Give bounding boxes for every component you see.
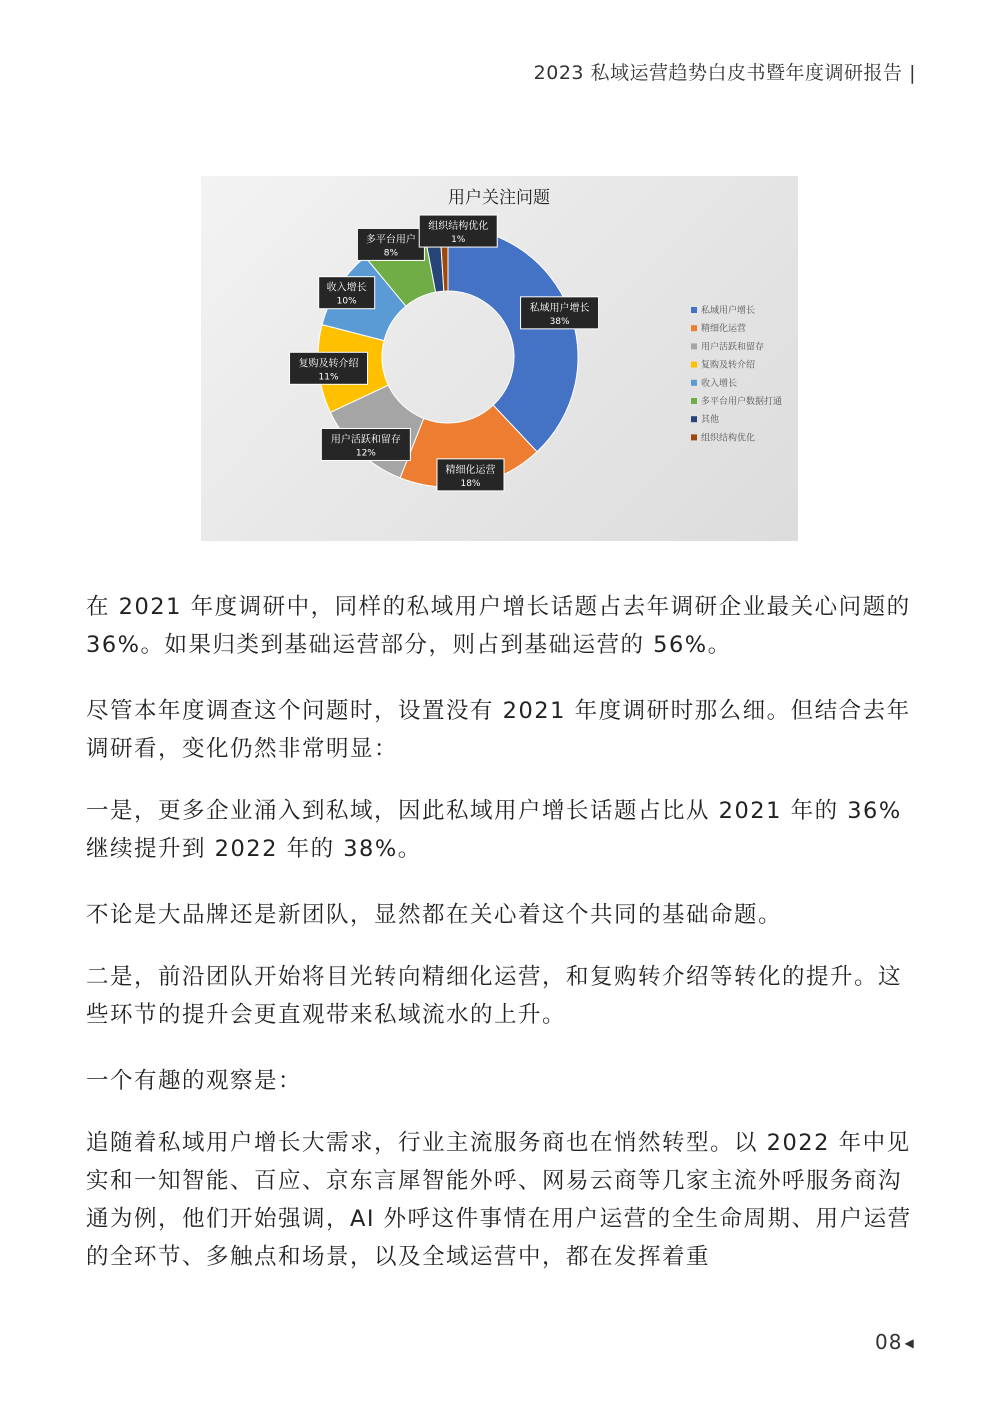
paragraph-5: 二是，前沿团队开始将目光转向精细化运营，和复购转介绍等转化的提升。这些环节的提升会更直观带来私域流水的上升。 — [86, 964, 903, 1028]
legend-item-5 — [691, 395, 782, 407]
data-label-value-1: 18% — [460, 478, 481, 489]
paragraph-7: 追随着私域用户增长大需求，行业主流服务商也在悄然转型。以 2022 年中见实和一知智能、百应、京东言犀智能外呼、网易云商等几家主流外呼服务商沟通为例，他们开始强调，AI 外呼这件事情在用户运营的全生命周期、用户运营的全环节、多触点和场景，以及全域运营中，都在发挥着重 — [86, 1130, 912, 1270]
legend-label-2: 用户活跃和留存 — [701, 342, 765, 353]
data-label-name-5: 多平台用户 — [365, 234, 416, 246]
legend-item-4 — [691, 377, 737, 389]
slice-0 — [448, 227, 578, 452]
data-label-value-7: 1% — [451, 235, 466, 246]
legend-item-1 — [691, 322, 746, 334]
data-label-2 — [321, 428, 410, 460]
legend-item-3 — [691, 359, 755, 371]
legend-swatch-4 — [691, 380, 697, 386]
data-label-name-7: 组织结构优化 — [428, 221, 489, 233]
legend-item-7 — [691, 431, 755, 443]
data-label-name-0: 私域用户增长 — [529, 302, 590, 314]
page-marker-icon: ◀ — [904, 1336, 915, 1350]
legend-label-3: 复购及转介绍 — [701, 360, 756, 371]
data-label-7 — [419, 215, 497, 247]
data-label-value-4: 10% — [336, 296, 357, 307]
data-label-name-2: 用户活跃和留存 — [330, 434, 401, 446]
page-number — [875, 1330, 915, 1354]
header-title: 2023 私域运营趋势白皮书暨年度调研报告 | — [533, 62, 916, 84]
legend-label-5: 多平台用户数据打通 — [701, 397, 783, 407]
legend-swatch-7 — [691, 434, 697, 440]
data-label-value-3: 11% — [318, 372, 339, 383]
legend-swatch-1 — [691, 325, 697, 331]
legend-item-6 — [691, 413, 719, 425]
paragraph-3: 一是，更多企业涌入到私域，因此私域用户增长话题占比从 2021 年的 36% 继续提升到 2022 年的 38%。 — [86, 798, 902, 862]
data-label-4 — [319, 277, 375, 309]
paragraph-1: 在 2021 年度调研中，同样的私域用户增长话题占去年调研企业最关心问题的 36%。如果归类到基础运营部分，则占到基础运营的 56%。 — [86, 594, 911, 658]
legend-label-4: 收入增长 — [701, 378, 738, 389]
data-label-5 — [357, 228, 424, 260]
page-number-text: 08 — [875, 1330, 903, 1354]
legend-swatch-0 — [691, 307, 697, 313]
data-label-3 — [290, 352, 368, 384]
legend-swatch-3 — [691, 362, 697, 368]
legend-swatch-5 — [691, 398, 697, 404]
chart-title: 用户关注问题 — [448, 188, 550, 208]
legend-label-0: 私域用户增长 — [701, 306, 756, 316]
data-label-value-2: 12% — [355, 448, 376, 459]
legend-label-6: 其他 — [701, 415, 720, 426]
data-label-value-5: 8% — [383, 248, 399, 259]
legend-item-0 — [691, 304, 755, 316]
data-label-name-4: 收入增长 — [326, 282, 367, 294]
legend-label-1: 精细化运营 — [701, 324, 747, 335]
legend-swatch-6 — [691, 416, 697, 422]
paragraph-6: 一个有趣的观察是： — [86, 1068, 303, 1094]
legend-swatch-2 — [691, 343, 697, 349]
chart-canvas — [201, 176, 798, 541]
data-label-1 — [437, 459, 504, 491]
data-label-name-1: 精细化运营 — [445, 464, 496, 476]
data-label-value-0: 38% — [549, 316, 570, 327]
legend-label-7: 组织结构优化 — [701, 433, 756, 444]
paragraph-4: 不论是大品牌还是新团队，显然都在关心着这个共同的基础命题。 — [86, 902, 783, 928]
data-label-name-3: 复购及转介绍 — [298, 358, 359, 370]
legend-item-2 — [691, 340, 764, 352]
data-label-0 — [521, 297, 599, 329]
donut-chart — [201, 176, 798, 541]
paragraph-2: 尽管本年度调查这个问题时，设置没有 2021 年度调研时那么细。但结合去年调研看，变化仍然非常明显： — [86, 698, 911, 762]
